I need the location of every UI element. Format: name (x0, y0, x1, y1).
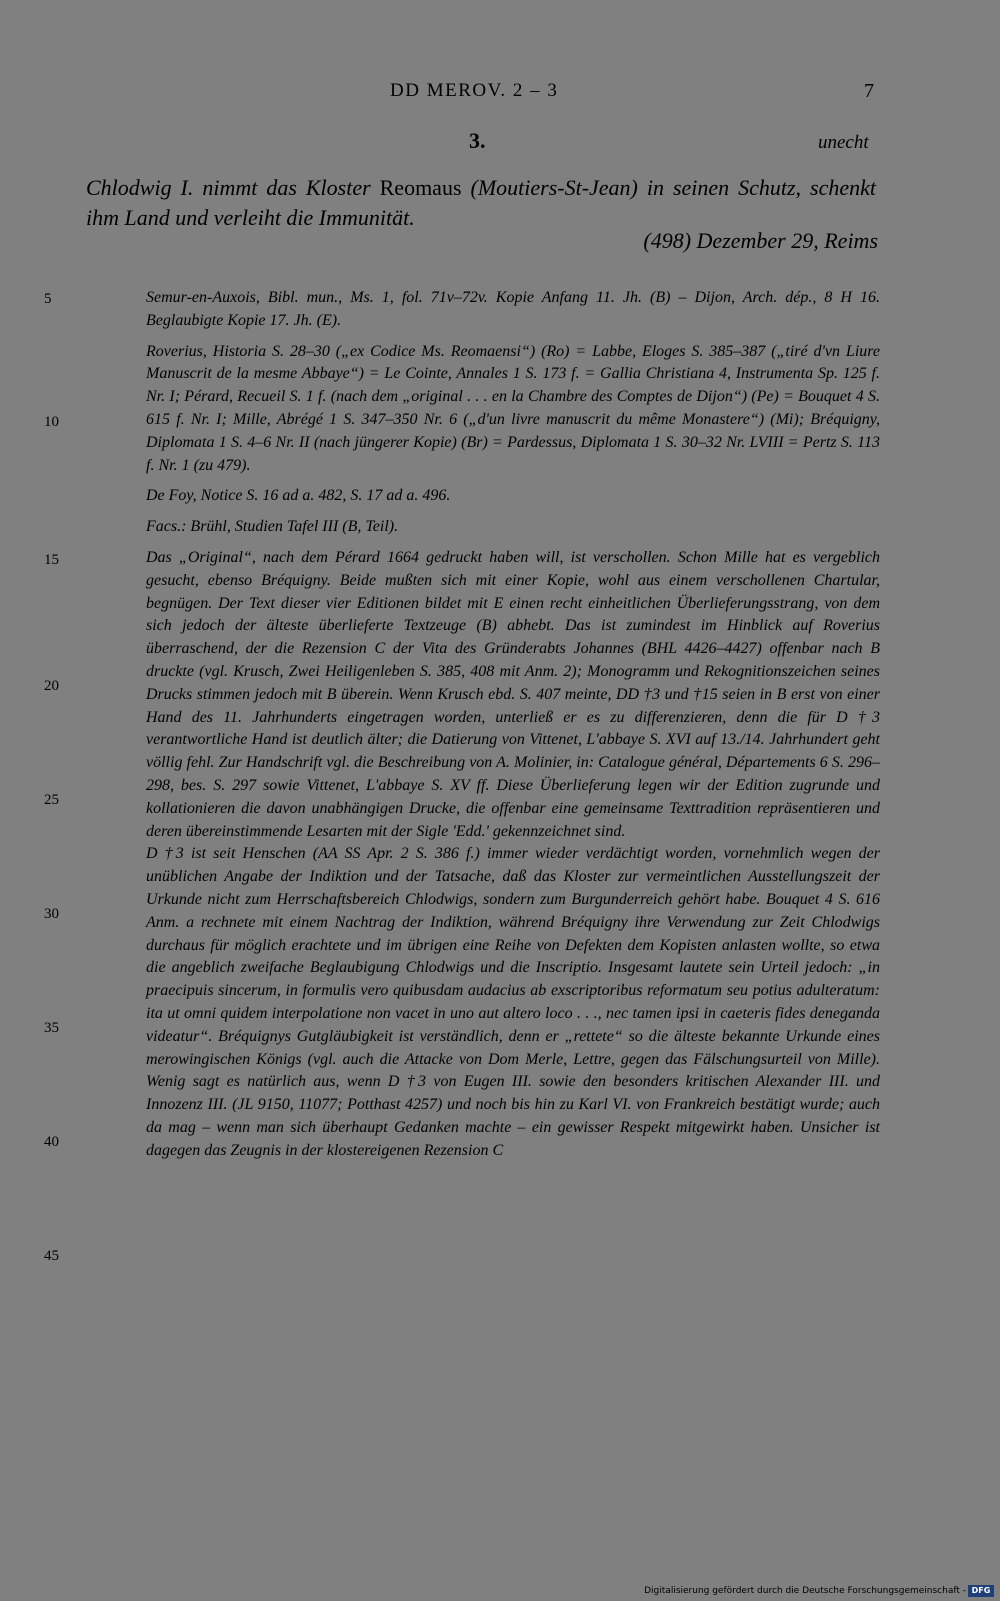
running-head: DD MEROV. 2 – 3 (390, 80, 559, 101)
line-number: 30 (44, 906, 59, 922)
commentary-paragraph: Das „Original“, nach dem Pérard 1664 gedruckt haben will, ist verschollen. Schon Mille hat es vergeblich gesucht, ebenso Bréquigny. Beide mußten sich mit einer Kopie, wohl aus einem verschollenen Chartular, begnügen. Der Text dieser vier Editionen bildet mit E einen recht einheitlichen Überlieferungsstrang, von dem sich jedoch der älteste überlieferte Textzeuge (B) abhebt. Das ist zumindest im Hinblick auf Roverius überraschend, der die Rezension C der Vita des Gründerabts Johannes (BHL 4426–4427) offenbar nach B druckte (vgl. Krusch, Zwei Heiligenleben S. 385, 408 mit Anm. 2); Monogramm und Rekognitionszeichen seines Drucks stimmen jedoch mit B überein. Wenn Krusch ebd. S. 407 meinte, DD †3 und †15 seien in B erst von einer Hand des 11. Jahrhunderts eingetragen worden, unterließ er es zu differenzieren, denn die für D †3 verantwortliche Hand ist deutlich älter; die Datierung von Vittenet, L'abbaye S. XVI auf 13./14. Jahrhundert geht völlig fehl. Zur Handschrift vgl. die Beschreibung von A. Molinier, in: Catalogue général, Départements 6 S. 296–298, bes. S. 297 sowie Vittenet, L'abbaye S. XV ff. Diese Überlieferung legen wir der Edition zugrunde und kollationieren die davon unabhängigen Drucke, die offenbar eine gemeinsame Texttradition repräsentieren und deren übereinstimmende Lesarten mit der Sigle 'Edd.' gekennzeichnet sind. (146, 548, 880, 840)
line-number: 20 (44, 678, 59, 694)
regest (86, 173, 876, 233)
commentary-paragraph: D †3 ist seit Henschen (AA SS Apr. 2 S. 386 f.) immer wieder verdächtigt worden, vornehmlich wegen der unüblichen Angabe der Indiktion und der Tatsache, daß das Kloster zur vermeintlichen Ausstellungszeit der Urkunde nicht zum Herrschaftsbereich Chlodwigs, sondern zum Burgunderreich gehört habe. Bouquet 4 S. 616 Anm. a rechnete mit einem Nachtrag der Indiktion, während Bréquigny ihre Verwendung zur Zeit Chlodwigs durchaus für möglich erachtete und im übrigen eine Reihe von Defekten dem Kopisten anlasten wollte, so etwa die angeblich zweifache Beglaubigung Chlodwigs und die Inscriptio. Insgesamt lautete sein Urteil jedoch: „in praecipuis sincerum, in formulis vero quibusdam audacius ab exscriptoribus reformatum seu potius adulteratum: ita ut omni quidem interpolatione non vacet in uno aut altero loco . . ., nec tamen ipsi in caeteris fides deneganda videatur“. Bréquignys Gutgläubigkeit ist verständlich, denn er „rettete“ so die älteste bekannte Urkunde eines merowingischen Königs (vgl. auch die Attacke von Dom Merle, Lettre, gegen das Fälschungsurteil von Mille). Wenig sagt es natürlich aus, wenn D †3 von Eugen III. sowie den besonders kritischen Alexander III. und Innozenz III. (JL 9150, 11077; Potthast 4257) und noch bis hin zu Karl VI. von Frankreich bestätigt wurde; auch da mag – wenn man sich überhaupt Gedanken machte – ein gewisser Respekt mitgewirkt haben. Unsicher ist dagegen das Zeugnis in der klostereigenen Rezension C (146, 845, 880, 1159)
line-number: 45 (44, 1248, 59, 1264)
facsimile-reference: Facs.: Brühl, Studien Tafel III (B, Teil). (146, 518, 399, 536)
line-number: 10 (44, 414, 59, 430)
line-numbers (0, 0, 70, 1601)
regest-text-1: Chlodwig I. nimmt das Kloster (86, 175, 380, 200)
line-number: 15 (44, 552, 59, 568)
printed-editions: Roverius, Historia S. 28–30 („ex Codice Ms. Reomaensi“) (Ro) = Labbe, Eloges S. 385–387 („tiré d'vn Liure Manuscrit de la mesme Abbaye“) = Le Cointe, Annales 1 S. 173 f. = Gallia Christiana 4, Instrumenta Sp. 125 f. Nr. I; Pérard, Recueil S. 1 f. (nach dem „original . . . en la Chambre des Comptes de Dijon“) (Pe) = Bouquet 4 S. 615 f. Nr. I; Mille, Abrégé 1 S. 347–350 Nr. 6 („d'un livre manuscrit du même Monastere“) (Mi); Bréquigny, Diplomata 1 S. 4–6 Nr. II (nach jüngerer Kopie) (Br) = Pardessus, Diplomata 1 S. 30–32 Nr. LVIII = Pertz S. 113 f. Nr. 1 (zu 479). (146, 342, 880, 474)
apparatus (146, 287, 880, 1162)
digitization-credit: Digitalisierung gefördert durch die Deutsche Forschungsgemeinschaft - (644, 1586, 966, 1596)
regest-place: Reomaus (379, 175, 462, 200)
dateline: (498) Dezember 29, Reims (643, 228, 878, 253)
regest-text-2: (Moutiers-St-Jean) in seinen Schutz, schenkt ihm Land und verleiht die Immunität. (86, 175, 876, 230)
line-number: 35 (44, 1020, 59, 1036)
page-number: 7 (864, 80, 874, 102)
document-number: 3. (469, 128, 486, 153)
dfg-logo: DFG (968, 1585, 994, 1597)
line-number: 5 (44, 291, 52, 307)
line-number: 40 (44, 1134, 59, 1150)
line-number: 25 (44, 792, 59, 808)
manuscript-tradition: Semur-en-Auxois, Bibl. mun., Ms. 1, fol. 71v–72v. Kopie Anfang 11. Jh. (B) – Dijon, Arch. dép., 8 H 16. Beglaubigte Kopie 17. Jh. (E). (146, 289, 880, 329)
regesta-reference: De Foy, Notice S. 16 ad a. 482, S. 17 ad a. 496. (146, 487, 451, 505)
authenticity-label: unecht (818, 132, 869, 153)
